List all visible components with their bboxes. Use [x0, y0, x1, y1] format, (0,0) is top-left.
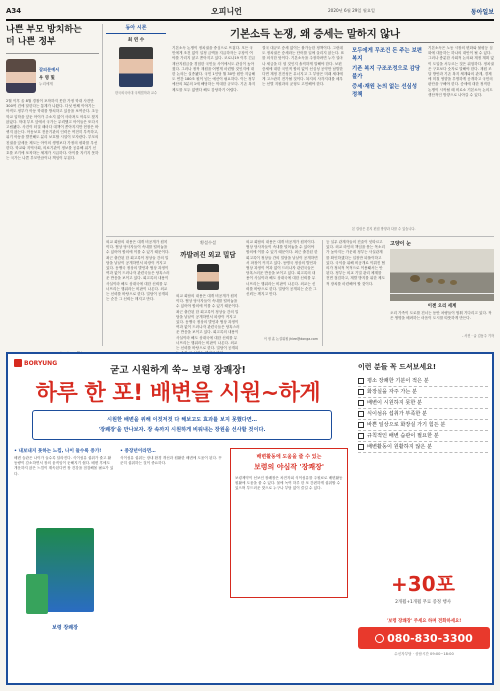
author-name: 우 영 및 — [39, 76, 55, 81]
duck-shape — [438, 279, 445, 284]
phone-number-box[interactable] — [358, 627, 490, 649]
column-opinion — [106, 240, 318, 351]
ad-mid-column — [120, 448, 224, 566]
feature-bottom-rule — [106, 236, 494, 237]
section-name: 오피니언 — [211, 7, 242, 16]
checkbox-icon — [358, 378, 364, 384]
checklist-item — [358, 387, 488, 398]
headline-rule — [230, 42, 494, 43]
opinion-title: 까발려진 외교 밀담 — [180, 251, 236, 259]
right-body: 등 실무 관계자들의 진술이 잇따르고 있다. 외교 라인의 책임을 묻는 목소리가 높아지는 가운데 정부는 사실관계를 확인하겠다는 입장만 되풀이하고 있다. 국익을 위해 비공개로 이뤄진 협의가 정치적 목적으로 이용돼서는 안 된다. 정부는 외교 기밀 관리 체계를 전면 점검하고, 재발 방지를 위한 제도적 장치를 마련해야 할 것이다. — [326, 240, 385, 286]
feature-author-name: 최 연 수 — [127, 38, 145, 43]
column-name-label: 동아 시론 — [106, 24, 166, 34]
center-body: 보령제약이 선보인 장쾌장은 차전자피 식이섬유를 주원료로 배변활동 원활에 도움을 줄 수 있다. 물에 녹여 하루 한 포 간편하게 섭취할 수 있으며 부드러운 맛으로 누구나 부담 없이 즐길 수 있다. — [235, 476, 343, 491]
cartoon-credit: - 사진 · 글 김동주 기자 — [462, 334, 494, 338]
ad-subtitle: 굳고 시원하게 쑥~ 보령 장쾌장! — [110, 365, 246, 376]
checklist-item-label: 바쁜 일상으로 화장실 가기 힘든 분 — [367, 422, 446, 428]
checkbox-icon — [358, 411, 364, 417]
offer-small: 2개월+1개월 무료 증정 행사 — [395, 600, 451, 605]
subhead-3: 증세·재원 논의 없는 선심성 정책 — [352, 84, 417, 98]
opinion-text-a: 외교 회담의 내용은 대개 비공개가 원칙이다. 협상 당사자들이 속내를 털어놓을 수 있어야 합의에 이를 수 있기 때문이다. 최근 출간된 한 회고록이 정상들 간의 밀담을 낱낱이 공개하면서 파장이 커지고 있다. 동맹국 정상의 발언과 협상 과정이 여과 없이 드러나자 관련국들은 당혹스러운 반응을 보이고 있다. 회고록의 내용이 사실이라 해도 상대국에 대한 신뢰를 무너뜨리는 행위라는 비판이 나온다. 외교는 신뢰를 바탕으로 한다. 밀담이 공개되는 순간 그 신뢰는 깨지고 만다. — [106, 240, 170, 302]
checklist-item-label: 평소 장쾌한 기분이 적은 분 — [367, 378, 429, 384]
opinion-author-photo — [197, 264, 219, 290]
duck-shape — [410, 275, 420, 282]
paper-logo: 동아일보 — [470, 9, 494, 16]
opinion-label: 횡설수설 — [199, 240, 217, 245]
offer-big: +30포 — [391, 572, 455, 596]
center-title: 배변활동에 도움을 줄 수 있는 — [256, 454, 322, 460]
ad-banner — [32, 410, 332, 440]
center-title-2: 보령의 야심작 '장쾌장' — [253, 463, 325, 471]
ad-center-box — [230, 448, 348, 598]
cartoon-text: 오리 가족이 도로를 건너는 동안 차량들이 멈춰 기다리고 있다. 작은 생명을 배려하는 마음이 도시를 따뜻하게 만든다. — [390, 311, 492, 321]
cartoon-image — [390, 249, 494, 301]
ad-left-title-2: • 중장년이라면… — [120, 449, 156, 454]
feature-disclaimer: 본 칼럼은 본지 편집 방향과 다를 수 있습니다. — [352, 227, 416, 231]
column-body: 2월 이후 올 8월 경찰이 포착하지 못한 가정 학대 사건만 300여 건에 달한다는 통계가 나왔다. 다섯 번째 이야기는 아직도 정부가 아동 학대를 방치하고 있음을 보여준다. 초등학교 입학을 앞둔 아이가 주소지 없이 사라져도 아무도 찾지 않았다. 학대 부모 앞에서 국가는 무력했고 아이들은 또다시 고립됐다. 사건이 터질 때마다 대책이 쏟아지지만 현장은 바뀌지 않는다. 아동보호 전문기관의 인력은 여전히 부족하고, 위기 아동을 발견해도 분리 보호할 시설이 모자란다. 부모의 친권을 앞세운 제도는 아이의 생명보다 가정의 평화를 우선한다. 학교와 지역사회, 의료기관이 정보를 공유해 위기 신호를 조기에 포착하는 체계가 시급하다. 아이를 지키지 못하는 국가는 나쁜 부모만큼이나 책임이 무겁다. — [6, 99, 99, 161]
feature-body-right: 기본소득은 노동 시장의 변화와 불평등 심화에 대응하는 하나의 대안이 될 수 있다. 그러나 충분한 사회적 논의와 재정 계획 없이 도입을 서두르는 것은 위험하다. 정치권은 구호보다 숫자로 말해야 한다. 재원 조달 방안과 기존 복지 체계와의 관계, 경제에 미칠 영향을 투명하게 공개하고 국민의 판단을 구해야 한다. 증세에 대한 정직한 논쟁이 시작될 때 비로소 기본소득 논의도 생산적인 방향으로 나아갈 수 있다. — [428, 46, 494, 97]
product-label: 보령 장쾌장 — [52, 625, 78, 631]
checklist-item-label: 화장실을 자주 가는 분 — [367, 389, 418, 395]
feature-body-mid: 결국 대규모 증세 없이는 불가능한 정책이다. 그런데도 정치권은 증세라는 단어를 입에 올리지 않는다. 표를 의식한 탓이다. 기본소득을 주장하려면 누가 얼마나 세금을 더 낼 것인지 솔직하게 말해야 한다. 보편 증세에 대한 국민적 합의 없이 선심성 공약만 남발한다면 재정 건전성은 무너지고 그 부담은 미래 세대에게 고스란히 전가될 것이다. 복지의 사각지대를 메우는 선별 지원과의 균형도 고민해야 한다. — [262, 46, 345, 87]
feature-author-desc: 한국외국어대 국제법학과 교수 — [114, 91, 158, 95]
opinion-body-a — [106, 240, 170, 344]
page-number: A34 — [6, 7, 22, 15]
product-sachet — [26, 574, 48, 614]
opinion-center — [176, 240, 240, 351]
author-avatar — [6, 59, 36, 93]
checklist-item — [358, 431, 488, 442]
duck-shape — [426, 278, 433, 283]
checklist-item — [358, 409, 488, 420]
phone-number: 080-830-3300 — [387, 631, 473, 645]
column-title-line2: 더 나쁜 정부 — [6, 37, 56, 47]
col-divider-3 — [322, 240, 323, 346]
column-right — [326, 240, 494, 346]
checkbox-icon — [358, 400, 364, 406]
checklist-item — [358, 420, 488, 431]
road-line — [390, 293, 494, 294]
column-feature — [106, 24, 494, 234]
feature-body-left: 기본소득 논쟁이 정치권을 중심으로 뜨겁다. 모든 국민에게 조건 없이 일정 금액을 지급하자는 주장이 여야를 가리지 않고 쏟아지고 있다. 코로나19 이후 긴급재난지원금을 경험한 국민들 사이에서도 관심이 높아졌다. 그러나 정작 재원을 어떻게 마련할 것인지에 대한 논의는 실종됐다. 국민 1인당 월 30만 원만 지급해도 연간 180조 원이 넘는 예산이 필요하다. 이는 정부 예산의 3분의 1에 해당하는 막대한 규모다. 기존 복지 제도를 모두 없앤다 해도 감당하기 어렵다. — [172, 46, 256, 92]
opinion-body-c — [246, 240, 318, 344]
feature-author-photo — [119, 47, 153, 87]
feature-author-box — [106, 24, 166, 118]
author-desc: 누리에게 — [39, 82, 53, 86]
checkbox-icon — [358, 433, 364, 439]
banner-line-2: '장쾌장'을 만나보자. 장 속까지 시원하게 비워내는 장원을 선사할 것이다. — [98, 427, 266, 433]
checklist-item — [358, 398, 488, 409]
product-image — [22, 520, 108, 660]
checklist-item — [358, 376, 488, 387]
checklist-item — [358, 442, 488, 453]
checklist-item-label: 배변활동이 원활하지 않은 분 — [367, 444, 433, 450]
feature-headline: 기본소득 논쟁, 왜 증세는 말하지 않나 — [230, 28, 400, 40]
phone-icon — [375, 634, 384, 643]
author-label: 갈피문예서 — [39, 67, 60, 72]
banner-line-1: 시원한 배변을 위해 이것저것 다 해보고도 효과를 보지 못했다면… — [107, 417, 257, 423]
column-left — [6, 24, 99, 346]
checklist-item-label: 배변이 시원하지 못한 분 — [367, 400, 423, 406]
advertisement[interactable] — [6, 352, 494, 685]
subhead-1: 모두에게 무조건 돈 주는 보편복지 — [352, 48, 422, 62]
opinion-footer: 이 정 훈 논설위원 jhlee@donga.com — [263, 337, 318, 341]
column-title-line1: 나쁜 부모 방치하는 — [6, 25, 82, 35]
ad-checklist — [358, 362, 488, 453]
checklist-title: 이런 분들 꼭 드셔보세요! — [358, 363, 437, 371]
checkbox-icon — [358, 389, 364, 395]
checkbox-icon — [358, 444, 364, 450]
ad-phone-area[interactable] — [358, 618, 490, 678]
phone-label: '보령 장쾌장' 주세요 하며 전화하세요! — [386, 619, 462, 624]
col-divider-1 — [102, 24, 103, 346]
title-divider — [6, 53, 99, 54]
cartoon-caption: 이젠 오리 세계 — [427, 304, 457, 309]
ad-left-title: • 내보내지 못하는 느낌, 나이 들수록 증가! — [14, 449, 102, 454]
opinion-text-c: 외교 회담의 내용은 대개 비공개가 원칙이다. 협상 당사자들이 속내를 털어놓을 수 있어야 합의에 이를 수 있기 때문이다. 최근 출간된 한 회고록이 정상들 간의 밀담을 낱낱이 공개하면서 파장이 커지고 있다. 동맹국 정상의 발언과 협상 과정이 여과 없이 드러나자 관련국들은 당혹스러운 반응을 보이고 있다. 회고록의 내용이 사실이라 해도 상대국에 대한 신뢰를 무너뜨리는 행위라는 비판이 나온다. 외교는 신뢰를 바탕으로 한다. 밀담이 공개되는 순간 그 신뢰는 깨지고 만다. — [246, 240, 318, 297]
subhead-2: 기존 복지 구조조정으로 감당 불가 — [352, 66, 421, 80]
opinion-text-b: 외교 회담의 내용은 대개 비공개가 원칙이다. 협상 당사자들이 속내를 털어놓을 수 있어야 합의에 이를 수 있기 때문이다. 최근 출간된 한 회고록이 정상들 간의 밀담을 낱낱이 공개하면서 파장이 커지고 있다. 동맹국 정상의 발언과 협상 과정이 여과 없이 드러나자 관련국들은 당혹스러운 반응을 보이고 있다. 회고록의 내용이 사실이라 해도 상대국에 대한 신뢰를 무너뜨리는 행위라는 비판이 나온다. 외교는 신뢰를 바탕으로 한다. 밀담이 공개되 — [176, 294, 240, 351]
checklist-items — [358, 376, 488, 453]
checklist-item-label: 규칙적인 배변 습관이 필요한 분 — [367, 433, 439, 439]
ad-offer — [358, 568, 488, 614]
header-rule — [6, 19, 494, 21]
cartoon-box — [390, 240, 494, 344]
page-header — [6, 6, 494, 18]
phone-sub: 수신자부담 · 상담시간 09:00~18:00 — [394, 652, 454, 656]
ad-left-body-2: 식이섬유 섭취는 장내 환경 개선과 원활한 배변에 도움이 된다. 꾸준히 섭취하는 것이 중요하다. — [120, 456, 222, 466]
feature-subheads — [352, 46, 422, 98]
cartoon-title: 고양이 눈 — [390, 241, 412, 247]
duck-shape — [450, 280, 457, 285]
ad-left-body: 배변 습관은 나이가 들수록 달라진다. 식이섬유 섭취가 줄고 활동량이 감소하면서 장의 움직임이 둔해지기 쉽다. 배변 후에도 개운하지 않은 느낌이 계속된다면 장 건강을 점검해볼 필요가 있다. — [14, 456, 114, 476]
issue-date: 2020년 6월 29일 월요일 — [328, 8, 375, 13]
checklist-item-label: 식이섬유 섭취가 부족한 분 — [367, 411, 428, 417]
ad-left-column — [14, 448, 114, 516]
checkbox-icon — [358, 422, 364, 428]
brand-name: BORYUNG — [24, 359, 58, 367]
ad-headline: 하루 한 포! 배변을 시원~하게 — [35, 381, 321, 406]
